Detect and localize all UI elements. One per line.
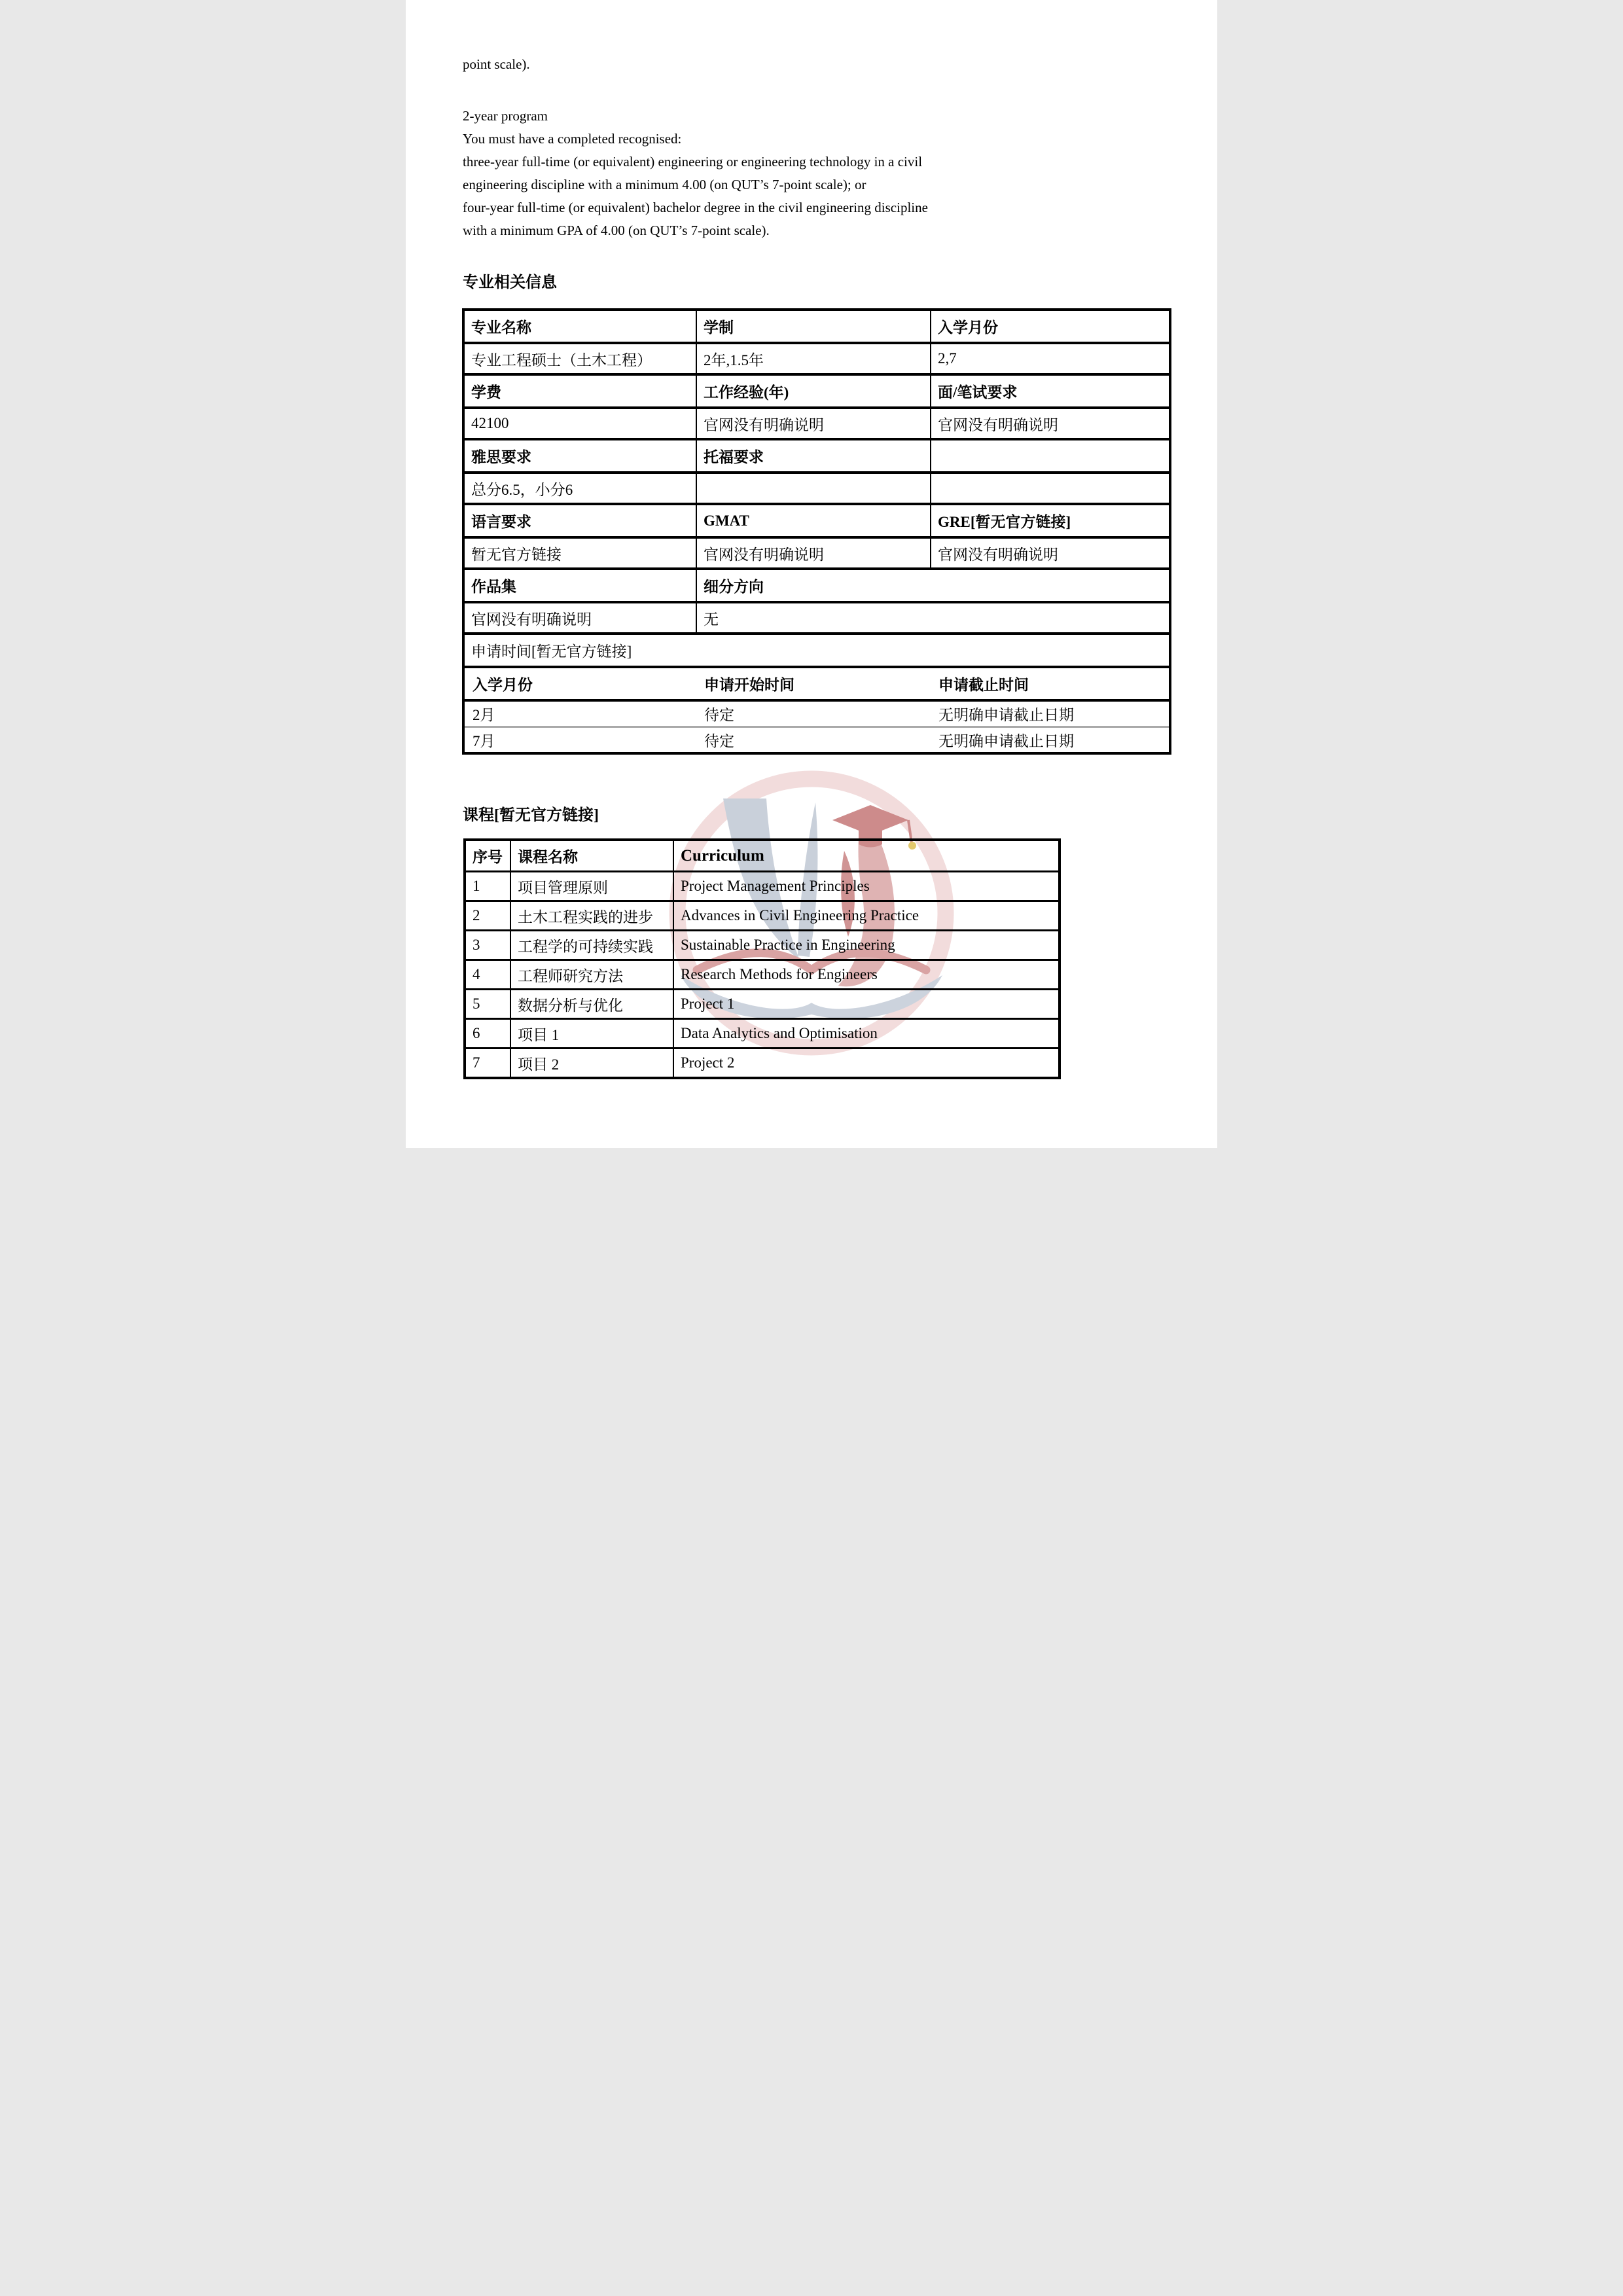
table-cell: 1 <box>465 872 510 901</box>
table-cell: 课程名称 <box>510 840 673 872</box>
table-cell: 无 <box>696 602 1170 634</box>
table-row <box>463 602 1170 634</box>
table-cell: 待定 <box>696 727 931 754</box>
table-row <box>463 569 1170 602</box>
table-row <box>465 990 1060 1019</box>
program-info-table <box>462 308 1171 755</box>
table-row <box>463 310 1170 343</box>
table-cell: 官网没有明确说明 <box>463 602 696 634</box>
table-cell: 暂无官方链接 <box>463 537 696 569</box>
table-row <box>463 727 1170 754</box>
table-cell: 数据分析与优化 <box>510 990 673 1019</box>
table-cell: 6 <box>465 1019 510 1049</box>
table-cell: 细分方向 <box>696 569 1170 602</box>
table-cell: 总分6.5，小分6 <box>463 473 696 504</box>
table-cell: 序号 <box>465 840 510 872</box>
table-cell: 申请开始时间 <box>696 667 931 700</box>
table-header-row <box>465 840 1060 872</box>
table-cell: Curriculum <box>673 840 1060 872</box>
table-cell: 无明确申请截止日期 <box>931 727 1170 754</box>
table-cell: 5 <box>465 990 510 1019</box>
table-cell: 官网没有明确说明 <box>931 537 1170 569</box>
table-cell: 语言要求 <box>463 504 696 537</box>
table-cell: GMAT <box>696 504 931 537</box>
table-row <box>463 473 1170 504</box>
section-title-program-info: 专业相关信息 <box>463 274 557 291</box>
table-row <box>463 504 1170 537</box>
section-title-curriculum: 课程[暂无官方链接] <box>463 807 599 824</box>
table-cell: 入学月份 <box>931 310 1170 343</box>
table-cell: 专业工程硕士（土木工程） <box>463 343 696 374</box>
intro-line: four-year full-time (or equivalent) bachelor degree in the civil engineering discipline <box>463 200 928 215</box>
table-row <box>463 700 1170 727</box>
table-cell: 4 <box>465 960 510 990</box>
intro-line: engineering discipline with a minimum 4.00 (on QUT’s 7-point scale); or <box>463 177 866 192</box>
table-cell: 项目管理原则 <box>510 872 673 901</box>
intro-line: 2-year program <box>463 108 548 124</box>
table-row <box>463 374 1170 408</box>
table-row <box>465 1049 1060 1079</box>
table-cell <box>696 473 931 504</box>
table-cell: 工作经验(年) <box>696 374 931 408</box>
table-cell: Advances in Civil Engineering Practice <box>673 901 1060 931</box>
table-cell: 2月 <box>463 700 696 727</box>
intro-paragraph <box>463 53 1169 242</box>
table-cell: Research Methods for Engineers <box>673 960 1060 990</box>
paragraph-spacer <box>463 76 1169 105</box>
table-cell <box>931 473 1170 504</box>
table-cell: 2,7 <box>931 343 1170 374</box>
table-cell: Data Analytics and Optimisation <box>673 1019 1060 1049</box>
table-row <box>465 1019 1060 1049</box>
table-cell: 工程学的可持续实践 <box>510 931 673 960</box>
table-cell: 7月 <box>463 727 696 754</box>
table-cell: 作品集 <box>463 569 696 602</box>
table-cell: 项目 2 <box>510 1049 673 1079</box>
table-cell: 面/笔试要求 <box>931 374 1170 408</box>
document-page <box>406 0 1217 1148</box>
table-cell: 学制 <box>696 310 931 343</box>
table-cell: Project 2 <box>673 1049 1060 1079</box>
table-cell: 待定 <box>696 700 931 727</box>
intro-line: You must have a completed recognised: <box>463 131 682 147</box>
table-row <box>463 634 1170 667</box>
table-cell: 土木工程实践的进步 <box>510 901 673 931</box>
table-cell: 无明确申请截止日期 <box>931 700 1170 727</box>
table-cell: 托福要求 <box>696 439 931 473</box>
table-row <box>465 872 1060 901</box>
table-row <box>465 901 1060 931</box>
table-cell <box>931 439 1170 473</box>
table-cell: 官网没有明确说明 <box>696 537 931 569</box>
table-cell: 7 <box>465 1049 510 1079</box>
table-cell: GRE[暂无官方链接] <box>931 504 1170 537</box>
table-cell: 2 <box>465 901 510 931</box>
table-row <box>463 537 1170 569</box>
table-cell: 申请时间[暂无官方链接] <box>463 634 1170 667</box>
table-row <box>465 960 1060 990</box>
table-row <box>463 439 1170 473</box>
table-cell: 雅思要求 <box>463 439 696 473</box>
table-cell: 工程师研究方法 <box>510 960 673 990</box>
table-row <box>463 343 1170 374</box>
table-cell: 项目 1 <box>510 1019 673 1049</box>
table-cell: 官网没有明确说明 <box>931 408 1170 439</box>
table-cell: Sustainable Practice in Engineering <box>673 931 1060 960</box>
table-cell: 2年,1.5年 <box>696 343 931 374</box>
table-row <box>465 931 1060 960</box>
table-cell: 入学月份 <box>463 667 696 700</box>
table-cell: Project Management Principles <box>673 872 1060 901</box>
table-cell: 申请截止时间 <box>931 667 1170 700</box>
table-cell: Project 1 <box>673 990 1060 1019</box>
table-cell: 3 <box>465 931 510 960</box>
table-cell: 官网没有明确说明 <box>696 408 931 439</box>
intro-line: point scale). <box>463 56 530 72</box>
intro-line: three-year full-time (or equivalent) engineering or engineering technology in a civil <box>463 154 923 170</box>
table-row <box>463 667 1170 700</box>
course-table <box>463 838 1061 1079</box>
table-row <box>463 408 1170 439</box>
table-cell: 42100 <box>463 408 696 439</box>
table-cell: 专业名称 <box>463 310 696 343</box>
table-cell: 学费 <box>463 374 696 408</box>
intro-line: with a minimum GPA of 4.00 (on QUT’s 7-point scale). <box>463 223 770 238</box>
